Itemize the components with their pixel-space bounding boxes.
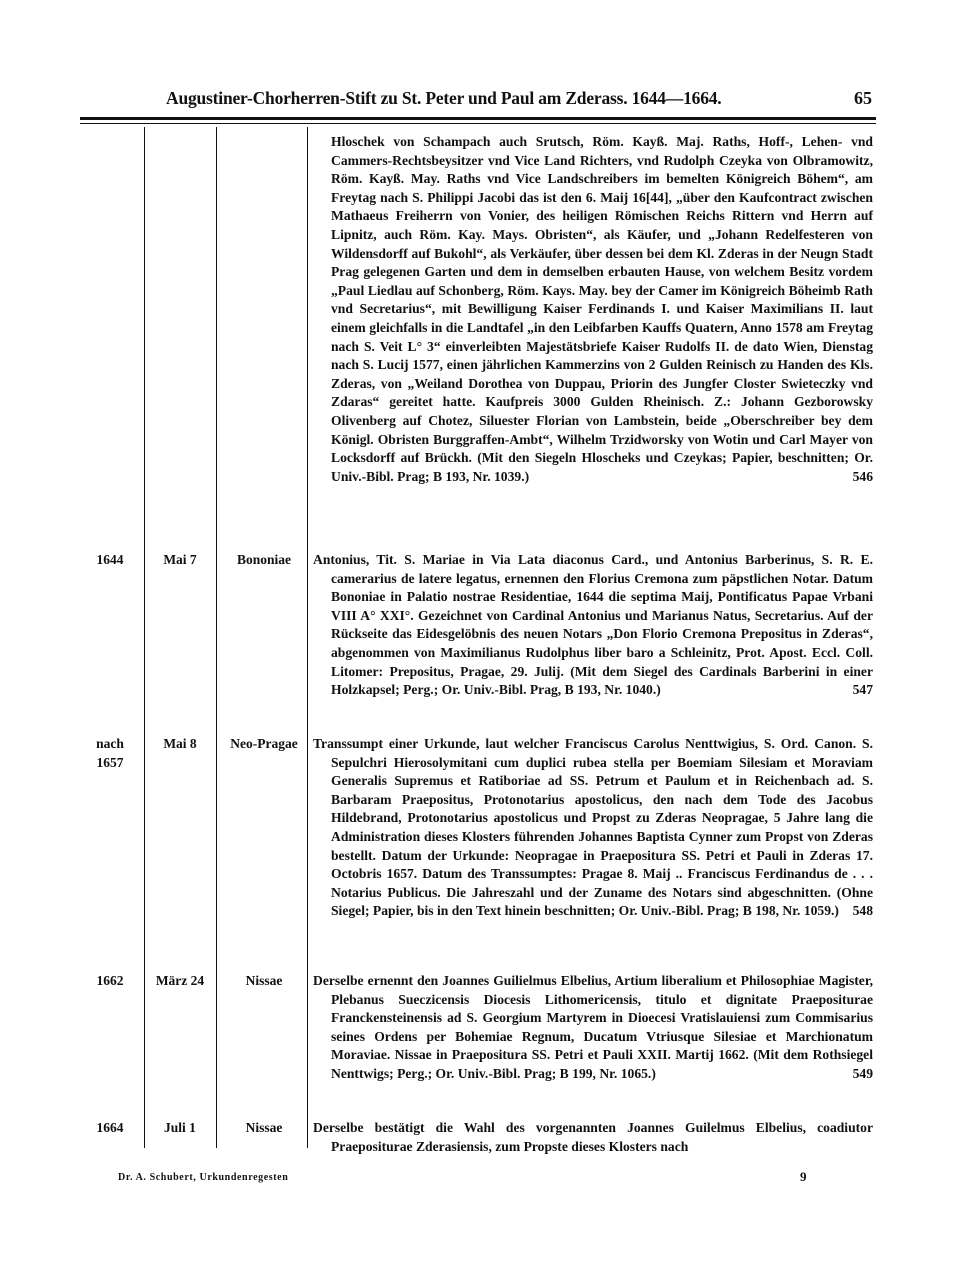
entry-date: Juli 1 xyxy=(164,1120,196,1135)
entry-text xyxy=(313,972,873,1084)
entry-date: Mai 7 xyxy=(163,552,197,567)
entry-number: 548 xyxy=(852,903,873,919)
entry-text-body: Transsumpt einer Urkunde, laut welcher Franciscus Carolus Nenttwigius, S. Ord. Canon. S. Sepulchri Hierosolymitani cum duplici rubea stella per Boemiam Silesiam et Moraviam Generalis Supremus et Ratiboriae ad SS. Petrum et Paulum et in Reichenbach ad. S. Barbaram Praepositus, Protonotarius apostolicus, den nach dem Tode des Jacobus Hildebrand, Protonotarius apostolicus und Propst zu Zderas Neopragae, 5 Jahre lang die Administration dieses Klosters führenden Johannes Baptista Cynner zum Propst von Zderas bestellt. Datum der Urkunde: Neopragae in Praepositura SS. Petri et Pauli in Zderas 17. Octobris 1657. Datum des Transsumptes: Pragae 8. Maij .. Franciscus Ferdinandus de . . . Notarius Publicus. Die Jahreszahl und der Zuname des Notars sind abgeschnitten. (Ohne Siegel; Papier, bis in den Text hinein beschnitten; Or. Univ.-Bibl. Prag; B 198, Nr. 1059.) xyxy=(313,736,873,919)
entry-text-body: Antonius, Tit. S. Mariae in Via Lata diaconus Card., und Antonius Barberinus, S. R. E. camerarius de latere legatus, ernennen den Florius Cremona zum päpstlichen Notar. Datum Bononiae in Palatio nostrae Residentiae, 1644 die septima Maij, Pontificatus Papae Vrbani VIII A° XXI°. Gezeichnet von Cardinal Antonius und Marianus Natus, Secretarius. Auf der Rückseite das Eidesgelöbnis des neuen Notars „Don Florio Cremona Prepositus in Zderas“, abgenommen von Maximilianus Rudolphus liber baro a Schleinitz, Prot. Apost. Eccl. Coll. Litomer: Prepositus, Pragae, 29. Julij. (Mit dem Siegel des Cardinals Barberini in einer Holzkapsel; Perg.; Or. Univ.-Bibl. Prag, B 193, Nr. 1040.) xyxy=(313,552,873,698)
entry-year: nach 1657 xyxy=(96,736,124,770)
running-header xyxy=(80,88,876,118)
entry-place: Bononiae xyxy=(236,552,291,567)
entry-year: 1664 xyxy=(96,1120,124,1135)
entry-number: 547 xyxy=(852,682,873,698)
entry-place: Nissae xyxy=(245,973,283,988)
column-divider-date xyxy=(216,127,217,1148)
entry-place: Nissae xyxy=(245,1120,283,1135)
column-divider-place xyxy=(307,127,308,1148)
entry-text-body: Derselbe ernennt den Joannes Guilielmus Elbelius, Artium liberalium et Philosophiae Magister, Plebanus Sueczicensis Diocesis Lithomericensis, titulo et dignitate Praepositurae Franckensteinensis ad S. Georgium Martyrem in Dioecesi Vratislauiensi zum Commisarius seines Ordens per Bohemiae Regnum, Ducatum Vtriusque Silesiae et Marchionatum Moraviae. Nissae in Praepositura SS. Petri et Pauli XXII. Martij 1662. (Mit dem Rothsiegel Nenttwigs; Perg.; Or. Univ.-Bibl. Prag; B 199, Nr. 1065.) xyxy=(313,973,873,1081)
header-title: Augustiner-Chorherren-Stift zu St. Peter und Paul am Zderass. 1644—1664. xyxy=(166,88,722,108)
column-divider-year xyxy=(144,127,145,1148)
entry-text-body: Hloschek von Schampach auch Srutsch, Röm. Kayß. Maj. Raths, Hoff-, Lehen- vnd Cammers-Rechtsbeysitzer vnd Vice Land Richters, vnd Rudolph Czeyka von Olbramowitz, Röm. Kayß. May. Raths vnd Vice Landschreibers im bemelten Königreich Böhem“, am Freytag nach S. Philippi Jacobi das ist den 6. Maij 16[44], „über den Kaufcontract zwischen Mathaeus Freiherrn von Vonier, des heiligen Römischen Reichs Rittern vnd Herrn auf Lipnitz, auch Röm. Kay. Mays. Obristen“, als Käufer, und „Johann Redelfesteren von Wildensdorff auf Bukohl“, als Verkäufer, über dessen bei dem Kl. Zderas in der Neugn Stadt Prag gelegenen Garten und dem in demselben erbauten Hause, von welchem Besitz vordem „Paul Liedlau auf Schonberg, Röm. Kays. May. bey der Camer im Königreich Böheimb Rath vnd Secretarius“, mit Bewilligung Kaiser Ferdinands I. und Kaiser Maximilians II. laut einem gleichfalls in die Landtafel „in den Leibfarben Kauffs Quatern, Anno 1578 am Freytag nach S. Veit L° 3“ einverleibten Majestätsbriefe Kaiser Rudolfs II. de dato Wien, Dienstag nach S. Lucij 1577, einen jährlichen Kammerzins von 2 Gulden Reinisch zu Handen des Kls. Zderas, von „Weiland Dorothea von Duppau, Priorin des Jungfer Closter Swieteczky vnd Zdaras“ gereitet hatte. Kaufpreis 3000 Gulden Rheinisch. Z.: Johann Gezborowsky Olivenberg auf Chotez, Siluester Florian von Lambstein, beide „Oberschreiber bey dem Königl. Obristen Burggraffen-Ambt“, Wilhelm Trzidworsky von Wotin und Carl Mayer von Locksdorff auf Brückh. (Mit den Siegeln Hloscheks und Czeykas; Papier, beschnitten; Or. Univ.-Bibl. Prag; B 193, Nr. 1039.) xyxy=(331,134,873,484)
entry-text-body: Derselbe bestätigt die Wahl des vorgenannten Joannes Guilelmus Elbelius, coadiutor Praepositurae Zderasiensis, zum Propste dieses Klosters nach xyxy=(313,1120,873,1154)
entry-place: Neo-Pragae xyxy=(230,736,298,751)
entry-text xyxy=(313,735,873,921)
entry-date: März 24 xyxy=(155,973,205,988)
entry-text xyxy=(313,551,873,700)
footer-signature: 9 xyxy=(800,1169,807,1184)
entry-number: 546 xyxy=(852,468,873,484)
entry-date: Mai 8 xyxy=(163,736,197,751)
header-rule-thick xyxy=(80,117,876,120)
entry-number: 549 xyxy=(852,1065,873,1081)
page-number: 65 xyxy=(854,88,872,108)
entry-year: 1662 xyxy=(96,973,124,988)
entry-text xyxy=(313,1119,873,1156)
entry-year: 1644 xyxy=(96,552,124,567)
entry-text xyxy=(313,133,873,486)
header-rule-thin xyxy=(80,123,876,124)
footer-author: Dr. A. Schubert, Urkundenregesten xyxy=(118,1172,289,1183)
